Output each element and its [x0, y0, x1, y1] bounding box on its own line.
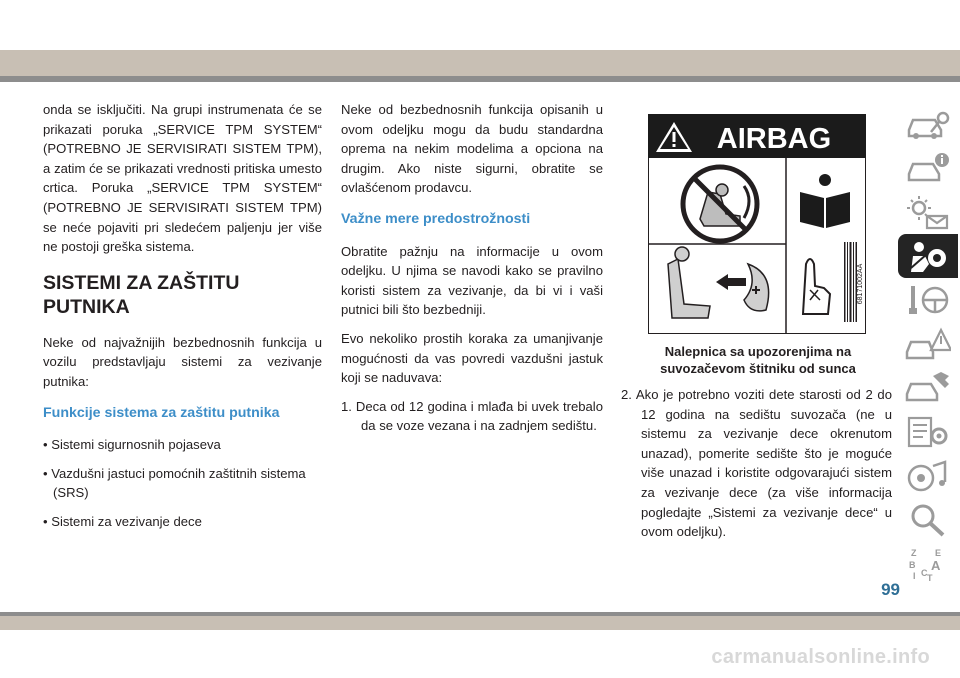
svg-text:C: C	[921, 568, 928, 578]
functions-subheading: Funkcije sistema za zaštitu putnika	[43, 404, 280, 421]
search-icon	[905, 502, 951, 538]
section-intro: Neke od najvažnijih bezbednosnih funkcija u vozilu predstavljaju sistemi za vezivanje putnika:	[43, 334, 322, 389]
intro-paragraph: onda se isključiti. Na grupi instrumenata će se prikazati poruka „SERVICE TPM SYSTEM“ (POTREBNO JE SERVISIRATI SISTEM TPM), a zatim će se prikazati vrednosti pritiska umesto crtica. Poruka „SERVICE TPM SYSTEM“ (POTREBNO JE SERVISIRATI SISTEM TPM) se neće pojaviti pri sledećem paljenju jer više ne postoji greška sistema.	[43, 102, 322, 255]
right-column	[621, 385, 892, 551]
middle-column	[341, 100, 603, 445]
header-band	[0, 50, 960, 76]
svg-text:E: E	[935, 548, 942, 558]
bullet-item: • Sistemi za vezivanje dece	[43, 513, 202, 529]
label-code: 68171002AA	[857, 263, 864, 305]
tab-emergency[interactable]	[898, 322, 958, 366]
caption-line1: Nalepnica sa upozorenjima na	[664, 344, 852, 359]
tab-dashboard[interactable]	[898, 190, 958, 234]
tab-starting[interactable]	[898, 278, 958, 322]
tab-car-key[interactable]	[898, 102, 958, 146]
section-title-line2: PUTNIKA	[43, 295, 130, 318]
middle-paragraph-2: Obratite pažnju na informacije u ovom odeljku. U njima se navodi kako se pravilno koristi sistem za vezivanje, da bi vi i vaši putnici bili što bezbedniji.	[341, 243, 603, 318]
tab-index[interactable]	[898, 542, 958, 586]
page-number: 99	[881, 580, 900, 599]
tab-car-info[interactable]	[898, 146, 958, 190]
tab-multimedia[interactable]	[898, 454, 958, 498]
precautions-subheading: Važne mere predostrožnosti	[341, 210, 531, 227]
svg-text:Z: Z	[911, 548, 917, 558]
bullet-item: • Vazdušni jastuci pomoćnih zaštitnih sistema (SRS)	[43, 465, 306, 501]
middle-paragraph-3: Evo nekoliko prostih koraka za umanjivanje mogućnosti da vas povredi vazdušni jastuk koji se naduvava:	[341, 330, 603, 386]
steering-icon	[905, 282, 951, 318]
section-title-line1: SISTEMI ZA ZAŠTITU	[43, 271, 240, 294]
car-service-icon	[905, 370, 951, 406]
svg-text:I: I	[913, 571, 916, 581]
tab-search[interactable]	[898, 498, 958, 542]
specs-gear-icon	[905, 414, 951, 450]
car-info-icon	[905, 150, 951, 186]
footer-band	[0, 616, 960, 630]
airbag-warning-label	[648, 114, 866, 334]
index-letters-icon	[905, 546, 951, 582]
no-rear-facing-seat-icon	[683, 167, 757, 241]
label-title: AIRBAG	[716, 123, 832, 155]
caption-line2: suvozačevom štitniku od sunca	[660, 361, 856, 376]
car-warning-icon	[905, 326, 951, 362]
header-rule	[0, 76, 960, 82]
figure-caption	[628, 343, 888, 377]
numbered-item-2: 2. Ako je potrebno voziti dete starosti od 2 do 12 godina na sedištu suvozača (ne u sistemu za vezivanje dece okrenutom unazad), pomerite sedište što je moguće više unazad i koristite odgovarajući sistem za vezivanje dece (za više informacija pogledajte „Sistemi za vezivanje dece“ u ovom odeljku).	[621, 387, 892, 540]
bullet-item: • Sistemi sigurnosnih pojaseva	[43, 437, 221, 453]
dashboard-lights-icon	[905, 194, 951, 230]
watermark: carmanualsonline.info	[711, 646, 930, 668]
numbered-item-1: 1. Deca od 12 godina i mlađa bi uvek trebalo da se voze vezana i na zadnjem sedištu.	[341, 398, 603, 434]
svg-text:B: B	[909, 560, 916, 570]
section-title	[43, 271, 322, 319]
tab-service[interactable]	[898, 366, 958, 410]
middle-paragraph-1: Neke od bezbednosnih funkcija opisanih u ovom odeljku mogu da budu standardna oprema na nekim modelima a opciona na drugim. Ako niste sigurni, obratite se ovlašćenom prodavcu.	[341, 102, 603, 196]
multimedia-icon	[905, 458, 951, 494]
tab-safety[interactable]	[898, 234, 958, 278]
safety-airbag-icon	[905, 238, 951, 274]
left-column	[43, 100, 322, 541]
svg-text:A: A	[931, 558, 941, 573]
svg-text:T: T	[927, 573, 933, 582]
read-manual-icon	[798, 172, 852, 230]
tab-specifications[interactable]	[898, 410, 958, 454]
car-key-icon	[905, 106, 951, 142]
